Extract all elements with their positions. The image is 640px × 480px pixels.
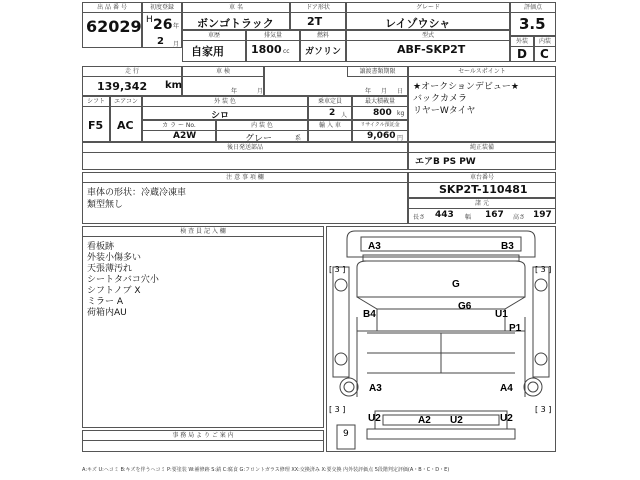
color-number-cell [142, 120, 216, 142]
tyre-front-left: [ 3 ] [329, 265, 346, 274]
door-label: ドア形状 [291, 3, 345, 13]
ac-label: エアコン [111, 97, 141, 107]
vehicle-use-cell [182, 30, 246, 62]
notes-cell [82, 172, 408, 224]
fuel: ガソリン [305, 47, 342, 57]
mark-b3-front: B3 [501, 241, 514, 252]
damage-diagram [326, 226, 556, 452]
registration-year: 26 [153, 17, 173, 33]
spare-tyre: 9 [343, 429, 349, 439]
transfer-day-unit: 日 [397, 88, 404, 95]
transfer-month-unit: 月 [381, 88, 388, 95]
exterior-color: シロ [211, 111, 230, 121]
inspector-line-5: シフトノブ X [87, 286, 141, 296]
dimensions-label: 諸 元 [409, 199, 555, 209]
interior-label: 内装 [535, 37, 555, 47]
width: 167 [485, 210, 504, 220]
shift-cell [82, 96, 110, 142]
ac-cell [110, 96, 142, 142]
length-label: 長さ [413, 214, 426, 221]
vin: SKP2T-110481 [439, 183, 528, 196]
mark-b4: B4 [363, 309, 376, 320]
first-registration-label: 初度登録 [143, 3, 181, 13]
car-name: ボンゴトラック [197, 17, 274, 30]
selling-points-label: セールスポイント [409, 67, 555, 77]
inspector-line-7: 荷箱内AU [87, 308, 127, 318]
max-load: 800 [373, 108, 392, 118]
mark-u2-left: U2 [368, 413, 381, 424]
parts-label: 後日発送部品 [83, 143, 407, 153]
recycle-deposit: 9,060 [367, 131, 396, 141]
mark-a2-rear: A2 [418, 415, 431, 426]
tyre-rear-left: [ 3 ] [329, 405, 346, 414]
dimensions-cell [408, 198, 556, 224]
vin-label: 車台番号 [409, 173, 555, 183]
width-label: 幅 [465, 214, 472, 221]
inspection-month-unit: 月 [257, 88, 264, 95]
inspection-label: 車 検 [183, 67, 263, 77]
grade-label: グレード [347, 3, 509, 13]
inspector-line-4: シートタバコ穴小 [87, 275, 159, 285]
lot-number-label: 出 品 番 号 [83, 3, 141, 13]
interior-score-cell [534, 36, 556, 62]
equipment: エアB PS PW [415, 157, 476, 167]
grade-cell [346, 2, 510, 30]
office-cell [82, 430, 324, 452]
grade: レイゾウシャ [385, 17, 451, 30]
height-label: 高さ [513, 214, 526, 221]
fuel-label: 燃料 [301, 31, 345, 41]
mark-u1: U1 [495, 309, 508, 320]
mark-a3-rear: A3 [369, 383, 382, 394]
registration-month: 2 [157, 36, 164, 47]
lot-number: 62029 [86, 17, 142, 36]
selling-point-2: バックカメラ [413, 94, 468, 104]
car-outline [327, 227, 555, 451]
import-label: 輸 入 車 [309, 121, 351, 131]
score-cell [510, 2, 556, 36]
interior-color-suffix: 系 [295, 135, 302, 142]
legend: A:キズ U:ヘコミ B:キズを伴うヘコミ P:要塗装 W:補修跡 S:錆 C:腐食 G:フロントガラス修理 XX:交換済み X:要交換 内外装評価点 5段階判定評価(A・B・C・D・E) [82, 467, 450, 473]
interior-color: グレー [245, 134, 273, 144]
selling-points-cell [408, 66, 556, 142]
car-name-cell [182, 2, 290, 30]
month-unit: 月 [173, 41, 180, 48]
interior-color-cell [216, 120, 308, 142]
import-cell [308, 120, 352, 142]
score: 3.5 [519, 15, 546, 33]
vehicle-use: 自家用 [191, 45, 224, 58]
color-number-label: カ ラ ー No. [143, 121, 215, 131]
selling-point-3: リヤーWタイヤ [413, 106, 476, 116]
inspector-cell [82, 226, 324, 428]
equipment-label: 純正装備 [409, 143, 555, 153]
interior-color-label: 内 装 色 [217, 121, 307, 131]
lot-number-cell [82, 2, 142, 48]
door-type: 2T [307, 15, 323, 28]
inspector-line-6: ミラー A [87, 297, 124, 307]
equipment-cell [408, 142, 556, 170]
displacement-cell [246, 30, 300, 62]
inspector-line-3: 天張薄汚れ [87, 264, 133, 274]
mileage-label: 走 行 [83, 67, 181, 77]
office-label: 事 務 局 よ り ご 案 内 [83, 431, 323, 441]
max-load-label: 最大積載量 [353, 97, 407, 107]
max-load-unit: kg [397, 110, 405, 117]
mark-a3-front: A3 [368, 241, 381, 252]
inspector-line-1: 看板跡 [87, 242, 115, 252]
vehicle-use-label: 車歴 [183, 31, 245, 41]
notes-line-2: 類型無し [87, 200, 124, 210]
inspector-label: 検 査 員 記 入 欄 [83, 227, 323, 237]
inspection-year-unit: 年 [231, 88, 238, 95]
year-unit: 年 [173, 23, 180, 30]
capacity: 2 [329, 108, 336, 118]
inspector-line-2: 外装小傷多い [87, 253, 142, 263]
model: ABF-SKP2T [397, 43, 466, 56]
mileage: 139,342 [97, 80, 148, 93]
tyre-rear-right: [ 3 ] [535, 405, 552, 414]
displacement: 1800 [251, 43, 282, 56]
shift-label: シフト [83, 97, 109, 107]
length: 443 [435, 210, 454, 220]
recycle-label: リサイクル預託金 [353, 121, 407, 131]
exterior-score-cell [510, 36, 534, 62]
mark-u2-right: U2 [500, 413, 513, 424]
mark-u2-rear: U2 [450, 415, 463, 426]
displacement-unit: cc [283, 48, 290, 55]
notes-label: 注 意 事 項 欄 [83, 173, 407, 183]
model-label: 型式 [347, 31, 509, 41]
exterior-color-cell [142, 96, 308, 120]
transfer-deadline-cell [264, 66, 408, 96]
shift: F5 [88, 119, 104, 132]
exterior-score: D [517, 47, 527, 61]
selling-point-1: ★オークションデビュー★ [413, 82, 519, 92]
parts-cell [82, 142, 408, 170]
height: 197 [533, 210, 552, 220]
door-cell [290, 2, 346, 30]
model-cell [346, 30, 510, 62]
mark-g: G [452, 279, 460, 290]
mark-g6: G6 [458, 301, 472, 312]
mark-a4: A4 [500, 383, 513, 394]
recycle-cell [352, 120, 408, 142]
transfer-label: 譲渡書類期限 [347, 67, 407, 77]
max-load-cell [352, 96, 408, 120]
car-name-label: 車 名 [183, 3, 289, 13]
color-number: A2W [173, 131, 197, 141]
displacement-label: 排気量 [247, 31, 299, 41]
recycle-unit: 円 [397, 135, 404, 142]
air-conditioner: AC [117, 119, 134, 132]
exterior-color-label: 外 装 色 [143, 97, 307, 107]
capacity-unit: 人 [341, 112, 348, 119]
vin-cell [408, 172, 556, 198]
mileage-unit: km [165, 80, 183, 91]
score-label: 評価点 [511, 3, 555, 13]
era: H [146, 15, 153, 25]
mileage-cell [82, 66, 182, 96]
notes-line-1: 車体の形状：冷蔵冷凍車 [87, 188, 187, 198]
inspection-cell [182, 66, 264, 96]
tyre-front-right: [ 3 ] [535, 265, 552, 274]
fuel-cell [300, 30, 346, 62]
mark-p1: P1 [509, 323, 522, 334]
exterior-label: 外装 [511, 37, 533, 47]
capacity-label: 乗車定員 [309, 97, 351, 107]
capacity-cell [308, 96, 352, 120]
transfer-year-unit: 年 [365, 88, 372, 95]
interior-score: C [540, 47, 549, 61]
first-registration-cell [142, 2, 182, 48]
